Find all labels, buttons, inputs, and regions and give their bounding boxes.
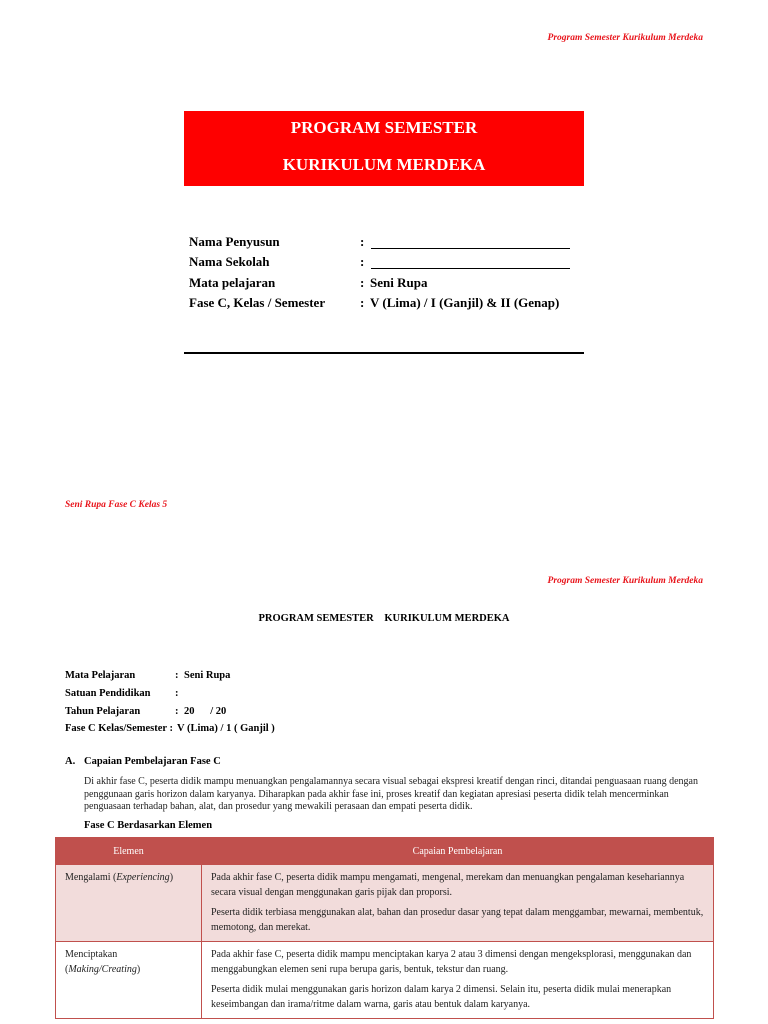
- section-title: Capaian Pembelajaran Fase C: [84, 756, 221, 767]
- divider-line: [184, 352, 584, 354]
- table-row: [56, 865, 714, 942]
- table-row: [56, 942, 714, 1019]
- field-colon: :: [360, 254, 365, 270]
- field-label: Fase C, Kelas / Semester: [189, 295, 326, 311]
- field-fase-kelas-semester: [189, 293, 570, 313]
- document-title: [0, 613, 768, 624]
- title-part-b: KURIKULUM MERDEKA: [384, 613, 510, 624]
- field-label: Nama Penyusun: [189, 234, 280, 250]
- info-value: V (Lima) / 1 ( Ganjil ): [176, 723, 275, 735]
- info-colon: :: [175, 670, 179, 682]
- capaian-paragraph: Pada akhir fase C, peserta didik mampu mengamati, mengenal, merekam dan menuangkan pengalaman kesehariannya secara visual dengan menggunakan garis pijak dan proporsi.: [211, 872, 685, 898]
- elemen-cell: Menciptakan (Making/Creating): [56, 942, 202, 1019]
- field-label: Nama Sekolah: [189, 254, 270, 270]
- header-capaian: Capaian Pembelajaran: [202, 838, 714, 865]
- identity-fields: [189, 232, 570, 313]
- info-row: [65, 702, 275, 720]
- info-value: 20 / 20: [184, 705, 227, 717]
- field-nama-penyusun: [189, 232, 570, 252]
- subheading: Fase C Berdasarkan Elemen: [84, 820, 213, 831]
- elemen-text: ): [169, 872, 174, 883]
- page-header-2: Program Semester Kurikulum Merdeka: [547, 576, 703, 586]
- info-row: [65, 685, 275, 703]
- field-mata-pelajaran: [189, 273, 570, 293]
- title-part-a: PROGRAM SEMESTER: [258, 613, 374, 624]
- elemen-text: Mengalami (: [65, 872, 117, 883]
- field-colon: :: [360, 234, 365, 250]
- info-label: Tahun Pelajaran: [65, 705, 141, 717]
- field-value: Seni Rupa: [370, 274, 428, 290]
- page-footer: Seni Rupa Fase C Kelas 5: [65, 500, 168, 510]
- capaian-paragraph: Pada akhir fase C, peserta didik mampu menciptakan karya 2 atau 3 dimensi dengan mengeksplorasi, menggunakan dan menggabungkan elemen seni rupa berupa garis, bentuk, tekstur dan ruang.: [211, 949, 692, 975]
- info-label: Satuan Pendidikan: [65, 688, 151, 700]
- elemen-italic: Making/Creating: [68, 963, 137, 975]
- info-label: Mata Pelajaran: [65, 670, 136, 682]
- section-a-heading: [65, 756, 221, 767]
- header-elemen: Elemen: [56, 838, 202, 865]
- elemen-text: ): [136, 963, 141, 975]
- field-value: V (Lima) / I (Ganjil) & II (Genap): [370, 295, 560, 311]
- capaian-table: [55, 837, 714, 1019]
- info-colon: :: [175, 688, 179, 700]
- section-a-paragraph: Di akhir fase C, peserta didik mampu menuangkan pengalamannya secara visual sebagai ekspresi kreatif dengan rinci, ditandai penguasaan ruang dengan penggunaan garis horizon dalam karyanya. Diharapkan pada akhir fase ini, proses kreatif dan kegiatan apresiasi peserta didik telah mencerminkan penguasaan terhadap bahan, alat, dan prosedur yang mewakili perasaan dan empati peserta didik.: [84, 776, 698, 813]
- title-line-1: PROGRAM SEMESTER: [290, 118, 478, 137]
- info-colon: :: [175, 705, 179, 717]
- blank-line[interactable]: [371, 236, 570, 249]
- blank-line[interactable]: [371, 256, 570, 269]
- capaian-cell: [202, 865, 714, 942]
- elemen-italic: Experiencing: [116, 872, 170, 883]
- page-header: Program Semester Kurikulum Merdeka: [547, 33, 703, 43]
- elemen-text: Menciptakan: [65, 949, 118, 960]
- info-value: Seni Rupa: [184, 670, 231, 682]
- capaian-paragraph: Peserta didik terbiasa menggunakan alat, bahan dan prosedur dasar yang tepat dalam menggambar, mewarnai, membentuk, memotong, dan merekat.: [211, 907, 704, 933]
- title-banner: [184, 111, 584, 186]
- info-row: [65, 667, 275, 685]
- elemen-cell: [56, 865, 202, 942]
- section-letter: A.: [65, 756, 76, 767]
- field-nama-sekolah: [189, 252, 570, 272]
- title-line-2: KURIKULUM MERDEKA: [282, 155, 486, 174]
- field-colon: :: [360, 274, 365, 290]
- capaian-cell: [202, 942, 714, 1019]
- info-label: Fase C Kelas/Semester :: [65, 723, 173, 735]
- info-row: [65, 720, 275, 738]
- course-info: [65, 667, 275, 738]
- field-label: Mata pelajaran: [189, 274, 276, 290]
- field-colon: :: [360, 295, 365, 311]
- table-header-row: [56, 838, 714, 865]
- capaian-paragraph: Peserta didik mulai menggunakan garis horizon dalam karya 2 dimensi. Selain itu, peserta didik mulai menerapkan keseimbangan dan irama/ritme dalam warna, garis atau bentuk dalam karyanya.: [211, 984, 672, 1010]
